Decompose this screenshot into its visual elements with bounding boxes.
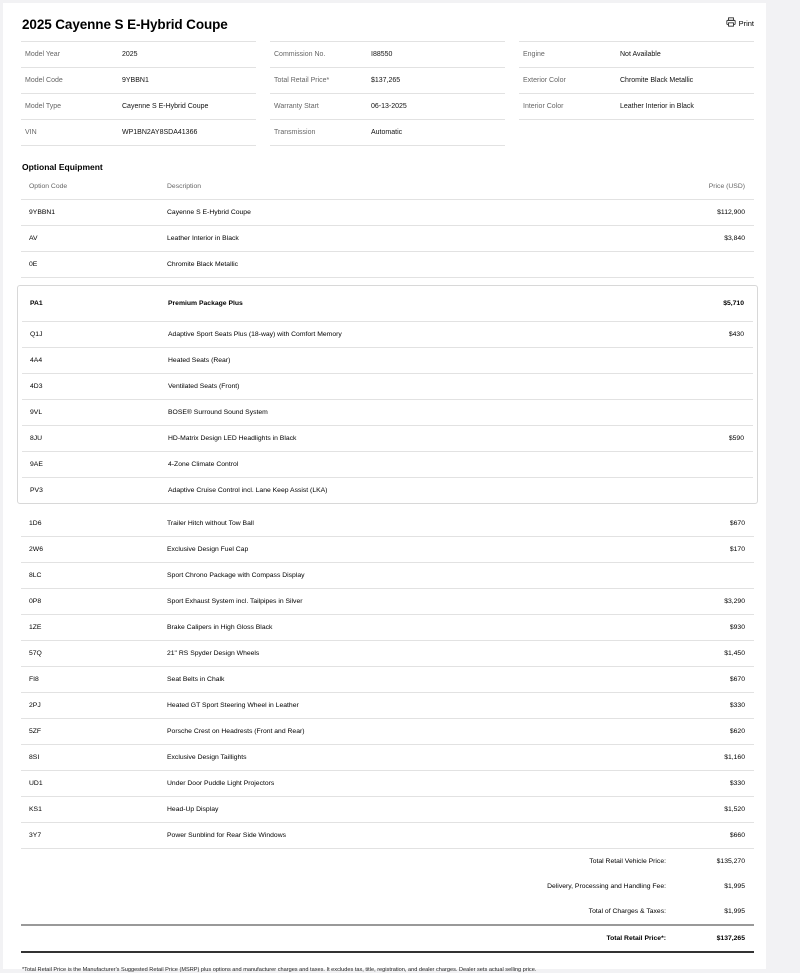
equipment-row (21, 797, 754, 823)
option-code: UD1 (29, 780, 43, 787)
option-price: $430 (728, 331, 744, 338)
option-code: 8SI (29, 754, 40, 761)
option-price: $3,290 (724, 598, 745, 605)
printer-icon (726, 17, 736, 29)
equipment-row (21, 641, 754, 667)
spec-label: Total Retail Price* (274, 77, 330, 84)
spec-row (270, 119, 505, 146)
option-description: Heated Seats (Rear) (168, 357, 231, 364)
option-description: Head-Up Display (167, 806, 219, 813)
equipment-row (21, 511, 754, 537)
equipment-row (21, 589, 754, 615)
spec-value: Not Available (620, 51, 661, 58)
delivery-fee-label: Delivery, Processing and Handling Fee: (547, 883, 666, 890)
option-code: 1ZE (29, 624, 42, 631)
equipment-row (21, 667, 754, 693)
option-price: $660 (729, 832, 745, 839)
spec-label: Model Year (25, 51, 61, 58)
option-description: Under Door Puddle Light Projectors (167, 780, 275, 787)
spec-label: Model Type (25, 103, 62, 110)
option-code: 5ZF (29, 728, 42, 735)
option-description: BOSE® Surround Sound System (168, 409, 268, 416)
option-description: Porsche Crest on Headrests (Front and Rear) (167, 728, 305, 735)
spec-row (21, 93, 256, 119)
equipment-row (22, 478, 753, 503)
spec-label: Transmission (274, 129, 316, 136)
specs-column-1 (21, 41, 256, 146)
spec-value: Chromite Black Metallic (620, 77, 694, 84)
charges-taxes-value: $1,995 (724, 908, 745, 915)
option-price: $1,450 (724, 650, 745, 657)
option-description: Heated GT Sport Steering Wheel in Leather (167, 702, 299, 709)
equipment-row (21, 771, 754, 797)
option-price: $112,900 (717, 209, 745, 216)
total-retail-price-row (21, 926, 754, 951)
option-description: Exclusive Design Taillights (167, 754, 247, 761)
equipment-row (21, 537, 754, 563)
option-description: Sport Exhaust System incl. Tailpipes in Silver (167, 598, 303, 605)
option-price: $330 (729, 780, 745, 787)
total-vehicle-price-label: Total Retail Vehicle Price: (589, 858, 666, 865)
equipment-row (22, 426, 753, 452)
equipment-row (22, 374, 753, 400)
spec-value: 9YBBN1 (122, 77, 149, 84)
spec-value: Cayenne S E-Hybrid Coupe (122, 103, 209, 110)
equipment-row (21, 693, 754, 719)
option-code: 2W6 (29, 546, 43, 553)
spec-label: Model Code (25, 77, 63, 84)
option-code: KS1 (29, 806, 42, 813)
spec-label: Engine (523, 51, 545, 58)
equipment-row (22, 452, 753, 478)
option-description: 21" RS Spyder Design Wheels (167, 650, 260, 657)
option-description: Exclusive Design Fuel Cap (167, 546, 249, 553)
spec-value: Leather Interior in Black (620, 103, 694, 110)
column-header-code: Option Code (29, 183, 68, 190)
specs-grid (21, 41, 754, 146)
equipment-row (22, 400, 753, 426)
print-label: Print (738, 18, 754, 28)
spec-label: Exterior Color (523, 77, 566, 84)
package-price: $5,710 (723, 300, 744, 307)
option-price: $930 (729, 624, 745, 631)
vehicle-spec-sheet (3, 3, 766, 973)
premium-package-group (17, 285, 758, 504)
total-vehicle-price-value: $135,270 (716, 858, 745, 865)
equipment-row (21, 823, 754, 849)
equipment-rows-bottom (21, 511, 754, 849)
spec-value: Automatic (371, 129, 403, 136)
total-vehicle-price-row (21, 849, 754, 874)
equipment-row (21, 252, 754, 278)
option-description: Adaptive Sport Seats Plus (18-way) with Comfort Memory (168, 331, 342, 338)
equipment-row (21, 719, 754, 745)
option-description: Ventilated Seats (Front) (168, 383, 240, 390)
option-description: Seat Belts in Chalk (167, 676, 225, 683)
header (21, 3, 754, 49)
specs-column-3 (519, 41, 754, 146)
spec-row (270, 93, 505, 119)
option-code: 0P8 (29, 598, 42, 605)
option-price: $670 (729, 676, 745, 683)
specs-column-2 (270, 41, 505, 146)
option-code: PV3 (30, 487, 43, 494)
option-description: Leather Interior in Black (167, 235, 239, 242)
totals-section (21, 849, 754, 953)
option-code: 3Y7 (29, 832, 42, 839)
option-price: $620 (729, 728, 745, 735)
equipment-table-header (21, 174, 754, 200)
spec-row (21, 119, 256, 146)
charges-taxes-label: Total of Charges & Taxes: (588, 908, 666, 915)
option-code: 4A4 (30, 357, 43, 364)
option-code: 2PJ (29, 702, 41, 709)
option-description: HD-Matrix Design LED Headlights in Black (168, 435, 297, 442)
option-description: Trailer Hitch without Tow Ball (167, 520, 254, 527)
package-code: PA1 (30, 300, 43, 307)
spec-value: I88550 (371, 51, 393, 58)
option-code: Q1J (30, 331, 43, 338)
option-price: $330 (729, 702, 745, 709)
option-code: FI8 (29, 676, 39, 683)
footnote: *Total Retail Price is the Manufacturer's Suggested Retail Price (MSRP) plus options and manufacturer charges and taxes. It excludes tax, title, registration, and dealer charges. Dealer sets actual selling price. (22, 967, 537, 973)
package-header-row (22, 286, 753, 322)
option-code: 9YBBN1 (29, 209, 56, 216)
total-retail-price-label: Total Retail Price*: (606, 935, 666, 942)
option-price: $590 (728, 435, 744, 442)
option-description: Chromite Black Metallic (167, 261, 239, 268)
spec-value: WP1BN2AY8SDA41366 (122, 129, 198, 136)
delivery-fee-row (21, 874, 754, 899)
option-price: $1,520 (724, 806, 745, 813)
totals-bottom-rule (21, 951, 754, 953)
spec-label: VIN (25, 129, 37, 136)
equipment-row (21, 615, 754, 641)
spec-value: 06-13-2025 (371, 103, 407, 110)
delivery-fee-value: $1,995 (724, 883, 745, 890)
option-code: 8JU (30, 435, 43, 442)
equipment-row (21, 226, 754, 252)
option-code: 8LC (29, 572, 42, 579)
spec-row (21, 67, 256, 93)
optional-equipment-title: Optional Equipment (22, 162, 103, 172)
option-description: 4-Zone Climate Control (168, 461, 239, 468)
spec-row (519, 93, 754, 120)
option-code: 1D6 (29, 520, 42, 527)
option-price: $670 (729, 520, 745, 527)
package-description: Premium Package Plus (168, 300, 243, 307)
option-price: $170 (729, 546, 745, 553)
package-items (22, 322, 753, 503)
equipment-row (22, 348, 753, 374)
option-description: Power Sunblind for Rear Side Windows (167, 832, 287, 839)
total-retail-price-value: $137,265 (716, 935, 745, 942)
column-header-price: Price (USD) (708, 183, 745, 190)
spec-row (519, 67, 754, 93)
option-code: 4D3 (30, 383, 43, 390)
spec-label: Commission No. (274, 51, 326, 58)
option-code: 9VL (30, 409, 43, 416)
spec-label: Interior Color (523, 103, 564, 110)
spec-label: Warranty Start (274, 103, 319, 110)
column-header-description: Description (167, 183, 201, 190)
option-description: Brake Calipers in High Gloss Black (167, 624, 273, 631)
option-price: $3,840 (724, 235, 745, 242)
option-price: $1,160 (724, 754, 745, 761)
option-code: AV (29, 235, 38, 242)
spec-value: 2025 (122, 51, 138, 58)
option-code: 9AE (30, 461, 43, 468)
equipment-row (21, 200, 754, 226)
option-code: 0E (29, 261, 38, 268)
equipment-row (21, 745, 754, 771)
spec-row (270, 67, 505, 93)
equipment-rows-top (21, 200, 754, 278)
option-description: Adaptive Cruise Control incl. Lane Keep Assist (LKA) (168, 487, 328, 494)
option-description: Cayenne S E-Hybrid Coupe (167, 209, 251, 216)
option-code: 57Q (29, 650, 42, 657)
equipment-row (22, 322, 753, 348)
option-description: Sport Chrono Package with Compass Display (167, 572, 305, 579)
charges-taxes-row (21, 899, 754, 924)
page-title: 2025 Cayenne S E-Hybrid Coupe (22, 17, 228, 32)
equipment-row (21, 563, 754, 589)
print-button[interactable] (726, 17, 754, 29)
spec-value: $137,265 (371, 77, 401, 84)
